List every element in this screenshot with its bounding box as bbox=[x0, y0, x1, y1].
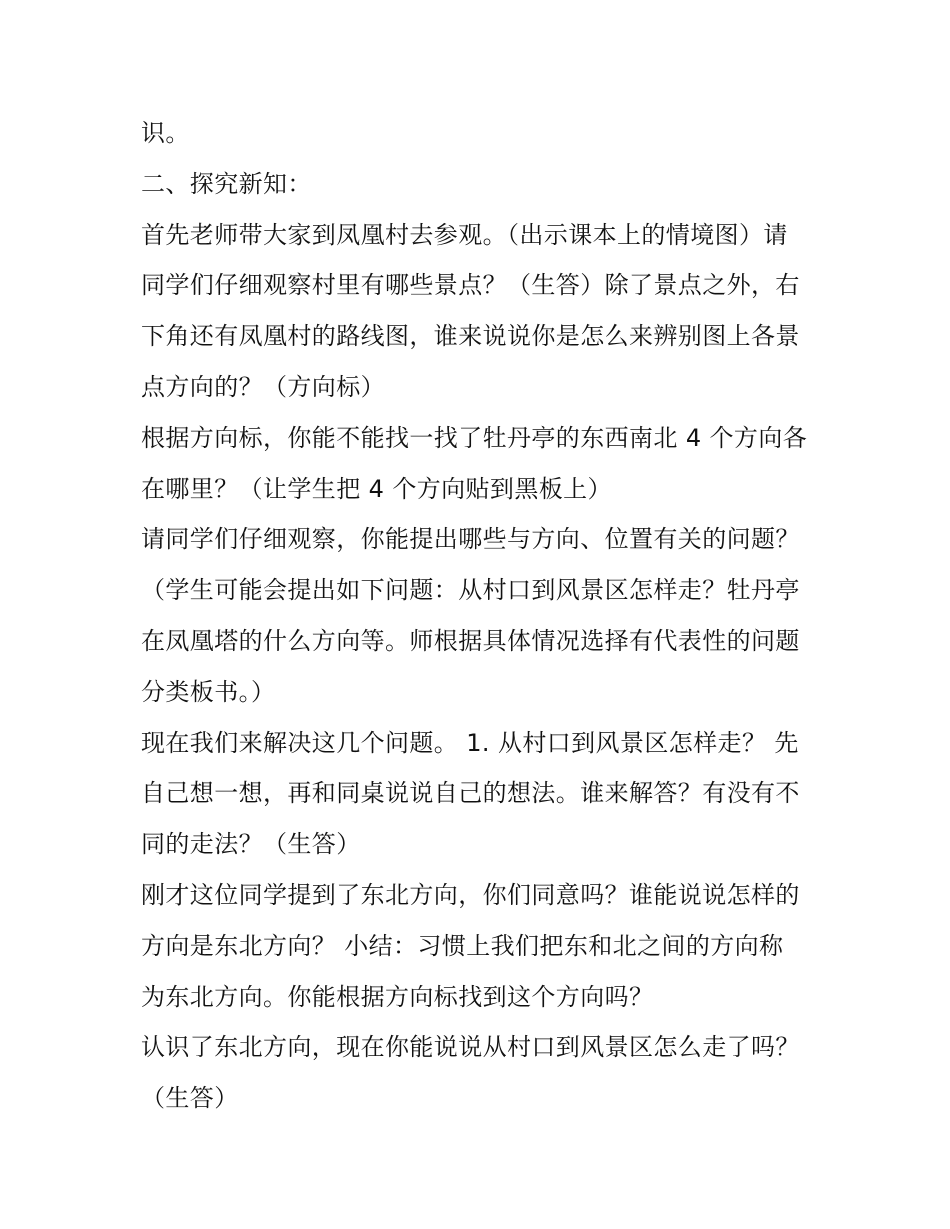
text-line: 分类板书。） bbox=[141, 677, 276, 706]
text-line: 请同学们仔细观察，你能提出哪些与方向、位置有关的问题？ bbox=[141, 525, 800, 554]
text-line: 自己想一想，再和同桌说说自己的想法。谁来解答？有没有不 bbox=[141, 779, 800, 808]
text-line: 在凤凰塔的什么方向等。师根据具体情况选择有代表性的问题 bbox=[141, 626, 800, 655]
text-line: 同学们仔细观察村里有哪些景点？（生答）除了景点之外，右 bbox=[141, 271, 800, 300]
text-line: 在哪里？（让学生把 4 个方向贴到黑板上） bbox=[141, 474, 612, 503]
text-line: 识。 bbox=[141, 119, 190, 147]
text-line: 下角还有凤凰村的路线图，谁来说说你是怎么来辨别图上各景 bbox=[141, 322, 800, 351]
text-line: 方向是东北方向？ 小结：习惯上我们把东和北之间的方向称 bbox=[141, 931, 784, 960]
text-line: 根据方向标，你能不能找一找了牡丹亭的东西南北 4 个方向各 bbox=[141, 423, 808, 452]
text-line: 同的走法？（生答） bbox=[141, 830, 361, 859]
section-heading: 二、探究新知： bbox=[141, 169, 312, 198]
text-line: 认识了东北方向，现在你能说说从村口到风景区怎么走了吗？ bbox=[141, 1033, 800, 1062]
text-line: 点方向的？（方向标） bbox=[141, 372, 385, 401]
text-line: （学生可能会提出如下问题：从村口到风景区怎样走？牡丹亭 bbox=[141, 576, 800, 605]
document-body bbox=[141, 108, 831, 1124]
text-line: 现在我们来解决这几个问题。 1. 从村口到风景区怎样走？ 先 bbox=[141, 728, 799, 757]
text-line: 首先老师带大家到凤凰村去参观。（出示课本上的情境图）请 bbox=[141, 220, 788, 249]
text-line: （生答） bbox=[141, 1084, 239, 1113]
text-line: 刚才这位同学提到了东北方向，你们同意吗？谁能说说怎样的 bbox=[141, 880, 800, 909]
text-line: 为东北方向。你能根据方向标找到这个方向吗？ bbox=[141, 982, 654, 1011]
